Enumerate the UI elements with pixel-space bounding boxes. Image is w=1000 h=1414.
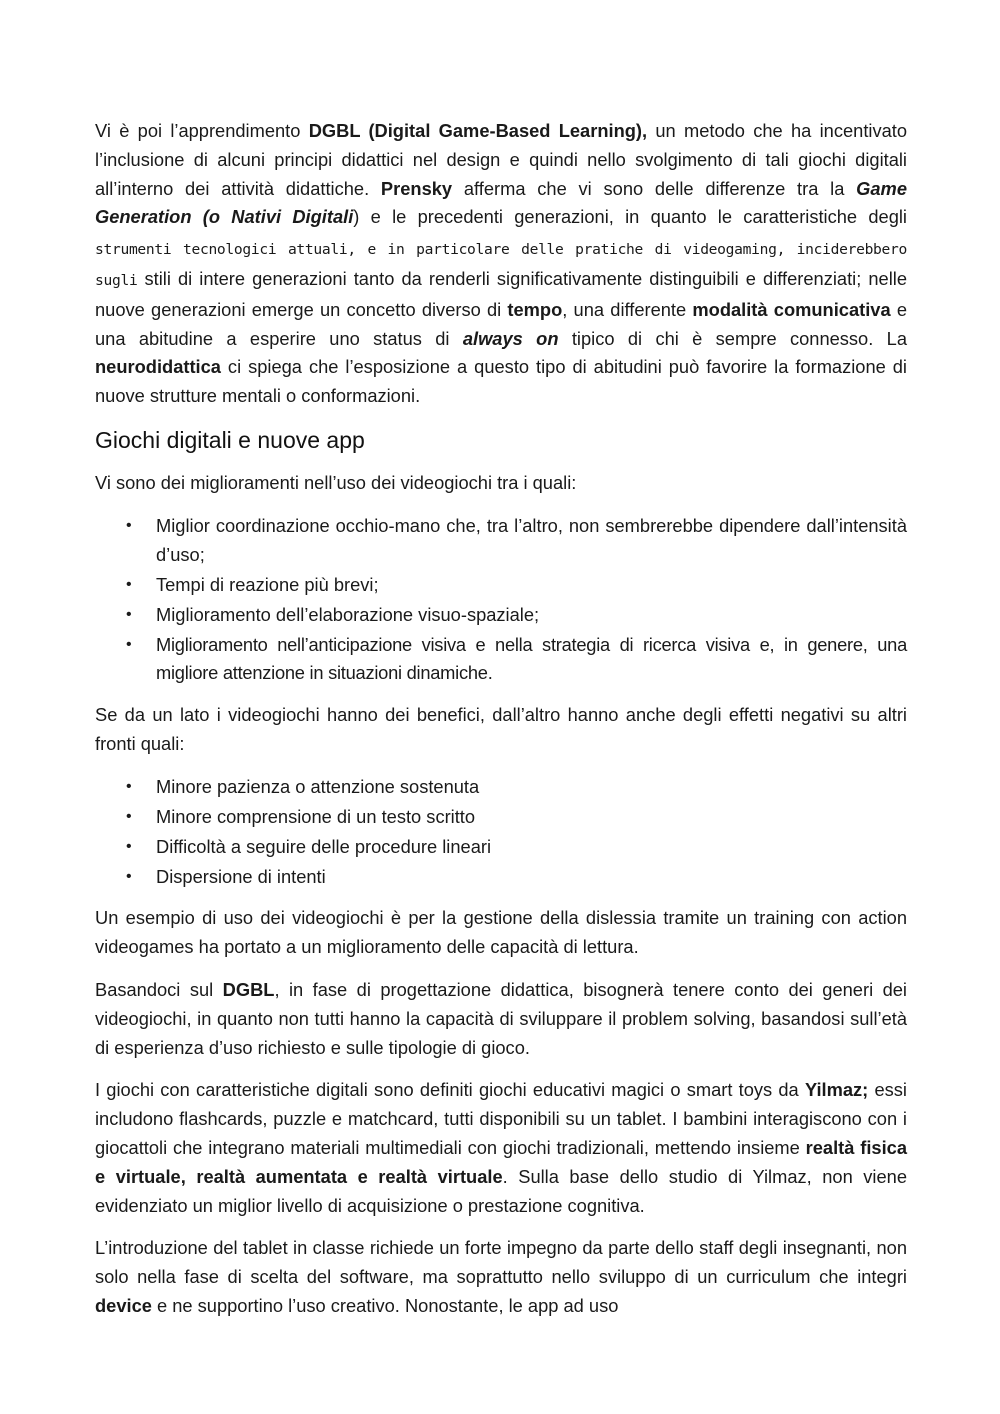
bullet-icon: • xyxy=(126,867,132,885)
list-item: • Difficoltà a seguire delle procedure lineari xyxy=(95,833,907,862)
paragraph-tablet-classroom: L’introduzione del tablet in classe richiede un forte impegno da parte dello staff degli insegnanti, non solo nella fase di scelta del software, ma soprattutto nello sviluppo di un curriculum che integri device e ne supportino l’uso creativo. Nonostante, le app ad uso xyxy=(95,1237,907,1317)
list-item: • Miglior coordinazione occhio-mano che, tra l’altro, non sembrerebbe dipendere dall’intensità d’uso; xyxy=(95,512,907,570)
paragraph-dgbl-intro: Vi è poi l’apprendimento DGBL (Digital Game-Based Learning), un metodo che ha incentivato l’inclusione di alcuni principi didattici nel design e quindi nello svolgimento di tali giochi digitali all’interno dei attività didattiche. Prensky afferma che vi sono delle differenze tra la Game Generation (o Nativi Digitali) e le precedenti generazioni, in quanto le caratteristiche degli strumenti tecnologici attuali, e in particolare delle pratiche di videogaming, inciderebbero sugli stili di intere generazioni tanto da renderli significativamente distinguibili e differenziati; nelle nuove generazioni emerge un concetto diverso di tempo, una differente modalità comunicativa e una abitudine a esperire uno status di always on tipico di chi è sempre connesso. La neurodidattica ci spiega che l’esposizione a questo tipo di abitudini può favorire la formazione di nuove strutture mentali o conformazioni. xyxy=(95,120,908,407)
document-page xyxy=(95,117,907,1335)
bullet-icon: • xyxy=(126,605,132,623)
paragraph-negative-effects-intro: Se da un lato i videogiochi hanno dei benefici, dall’altro hanno anche degli effetti negativi su altri fronti quali: xyxy=(95,704,907,754)
paragraph-dgbl-design: Basandoci sul DGBL, in fase di progettazione didattica, bisognerà tenere conto dei generi dei videogiochi, in quanto non tutti hanno la capacità di sviluppare il problem solving, basandosi sull’età di esperienza d’uso richiesto e sulle tipologie di gioco. xyxy=(95,979,907,1058)
list-item: • Dispersione di intenti xyxy=(95,863,907,892)
improvements-list xyxy=(95,512,907,688)
negative-effects-list xyxy=(95,773,907,892)
bullet-icon: • xyxy=(126,807,132,825)
bullet-icon: • xyxy=(126,777,132,795)
paragraph-improvements-intro: Vi sono dei miglioramenti nell’uso dei videogiochi tra i quali: xyxy=(95,471,577,493)
list-item: • Minore pazienza o attenzione sostenuta xyxy=(95,773,907,802)
bullet-icon: • xyxy=(126,837,132,855)
list-item: • Miglioramento dell’elaborazione visuo-spaziale; xyxy=(95,601,907,630)
list-item: • Tempi di reazione più brevi; xyxy=(95,571,907,600)
bullet-icon: • xyxy=(126,635,132,653)
list-item: • Minore comprensione di un testo scritto xyxy=(95,803,907,832)
list-item: • Miglioramento nell’anticipazione visiva e nella strategia di ricerca visiva e, in genere, una migliore attenzione in situazioni dinamiche. xyxy=(95,631,907,689)
bullet-icon: • xyxy=(126,516,132,534)
paragraph-dyslexia-example: Un esempio di uso dei videogiochi è per la gestione della dislessia tramite un training con action videogames ha portato a un miglioramento delle capacità di lettura. xyxy=(95,907,907,958)
paragraph-smart-toys: I giochi con caratteristiche digitali sono definiti giochi educativi magici o smart toys da Yilmaz; essi includono flashcards, puzzle e matchcard, tutti disponibili su un tablet. I bambini interagiscono con i giocattoli che integrano materiali multimediali con giochi tradizionali, mettendo insieme realtà fisica e virtuale, realtà aumentata e realtà virtuale. Sulla base dello studio di Yilmaz, non viene evidenziato un miglior livello di acquisizione o prestazione cognitiva. xyxy=(95,1079,907,1216)
bullet-icon: • xyxy=(126,575,132,593)
section-heading: Giochi digitali e nuove app xyxy=(95,426,365,453)
